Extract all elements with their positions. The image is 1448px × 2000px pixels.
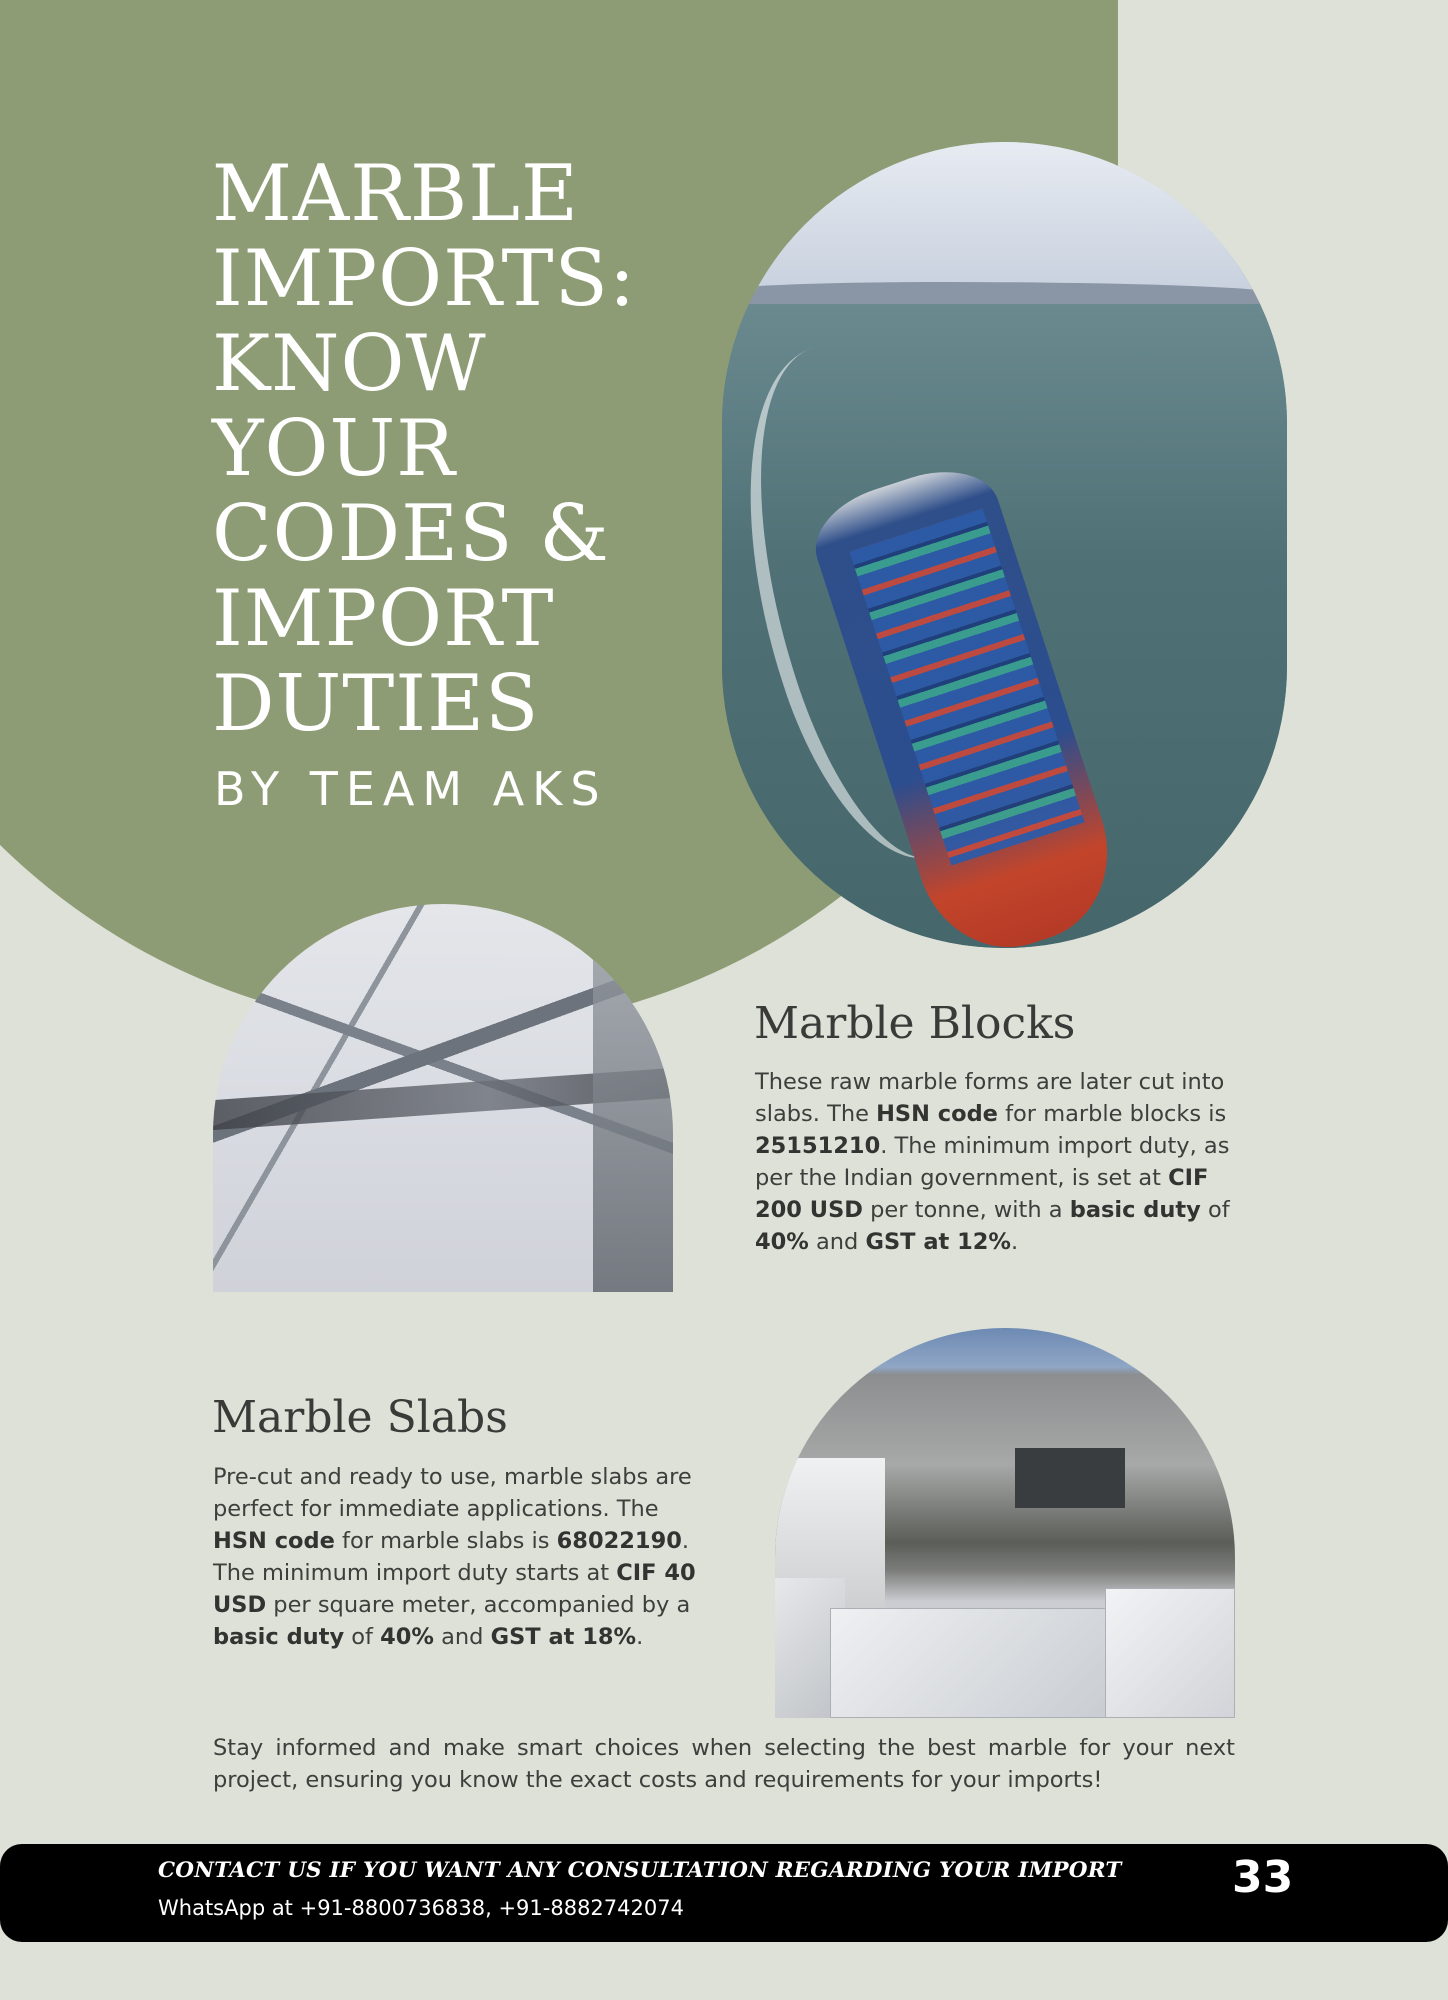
emphasis-text: CIF 200 USD [755,1165,1209,1223]
body-fragment: for marble slabs is [334,1528,557,1554]
emphasis-text: 40% [380,1624,434,1650]
emphasis-text: HSN code [213,1528,335,1554]
emphasis-text: GST at 12% [865,1229,1011,1255]
body-fragment: and [808,1229,866,1255]
quarry-photo-block [1105,1588,1235,1718]
section-text-marble-slabs [213,1461,703,1653]
emphasis-text: basic duty [1069,1197,1201,1223]
section-title-marble-slabs: Marble Slabs [212,1392,508,1443]
footer-bar [0,1844,1448,1942]
emphasis-text: 40% [755,1229,809,1255]
body-fragment: . [636,1624,644,1650]
body-fragment: . [1010,1229,1019,1255]
closing-paragraph: Stay informed and make smart choices when selecting the best marble for your next project, ensuring you know the exact costs and requirements for your imports! [213,1735,1235,1793]
marble-quarry-photo [775,1328,1235,1718]
body-fragment: of [1200,1197,1230,1223]
ship-photo-sky [722,142,1287,292]
body-fragment: for marble blocks is [997,1101,1227,1127]
emphasis-text: GST at 18% [490,1624,637,1650]
emphasis-text: 25151210 [755,1133,881,1159]
emphasis-text: basic duty [213,1624,345,1650]
footer-contact: WhatsApp at +91-8800736838, +91-8882742074 [158,1896,684,1920]
floor-photo-wall [593,904,673,1292]
emphasis-text: 68022190 [556,1528,682,1554]
body-fragment: . The minimum import duty, as per the Indian government, is set at [755,1133,1230,1191]
quarry-photo-block [830,1608,1130,1718]
body-fragment: per square meter, accompanied by a [266,1592,691,1618]
quarry-photo-tower [1015,1448,1125,1508]
body-fragment: . The minimum import duty starts at [213,1528,690,1586]
container-ship-photo [722,142,1287,948]
section-text-marble-blocks [755,1066,1243,1258]
body-fragment: of [344,1624,381,1650]
body-fragment: and [433,1624,491,1650]
page-number: 33 [1232,1852,1294,1903]
emphasis-text: HSN code [876,1101,998,1127]
section-title-marble-blocks: Marble Blocks [754,998,1076,1049]
byline: BY TEAM AKS [214,762,608,816]
body-fragment: These raw marble forms are later cut into slabs. The [755,1069,1225,1127]
body-fragment: per tonne, with a [862,1197,1070,1223]
footer-cta: CONTACT US IF YOU WANT ANY CONSULTATION REGARDING YOUR IMPORT [158,1858,1122,1883]
emphasis-text: CIF 40 USD [213,1560,696,1618]
page-title: MARBLE IMPORTS: KNOW YOUR CODES & IMPORT DUTIES [212,149,637,749]
body-fragment: Pre-cut and ready to use, marble slabs are perfect for immediate applications. The [213,1464,692,1522]
